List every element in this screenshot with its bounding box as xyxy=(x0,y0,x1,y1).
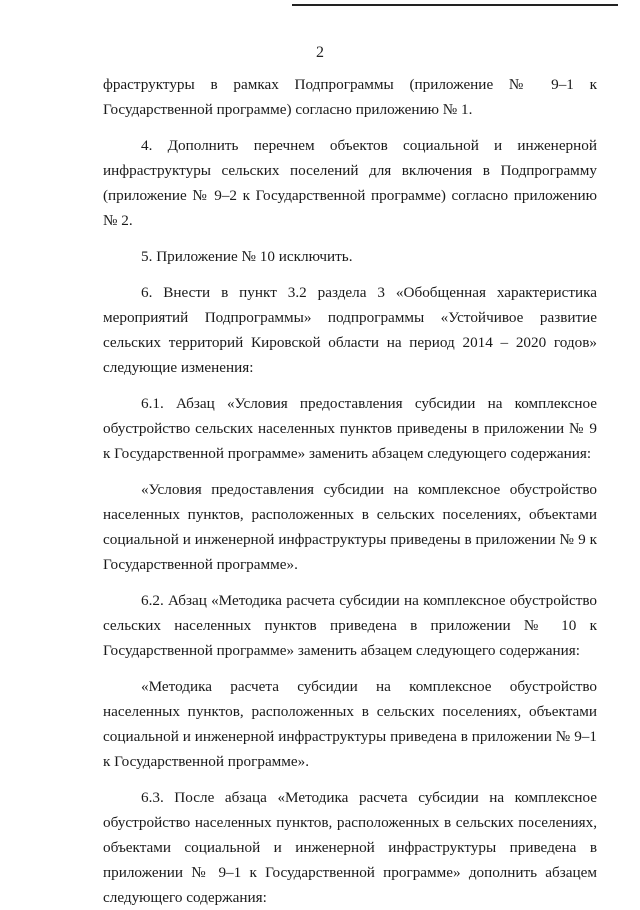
paragraph-item-5: 5. Приложение № 10 исключить. xyxy=(141,248,353,265)
paragraph-item-6: 6. Внести в пункт 3.2 раздела 3 «Обобщенная характеристика мероприятий Подпрограммы» подпрограммы «Устойчивое развитие сельских территорий Кировской области на период 2014 – 2020 годов» следующие изменения: xyxy=(103,284,597,376)
paragraph-item-6-2: 6.2. Абзац «Методика расчета субсидии на комплексное обустройство сельских населенных пунктов приведена в приложении № 10 к Государственной программе» заменить абзацем следующего содержания: xyxy=(103,592,597,659)
paragraph-item-6-3: 6.3. После абзаца «Методика расчета субсидии на комплексное обустройство населенных пунктов, расположенных в сельских поселениях, объектами социальной и инженерной инфраструктуры приведена в приложении № 9–1 к Государственной программе» дополнить абзацем следующего содержания: xyxy=(103,789,597,906)
scan-edge-line xyxy=(292,4,618,6)
document-body xyxy=(103,72,597,910)
paragraph-item-4: 4. Дополнить перечнем объектов социальной и инженерной инфраструктуры сельских поселений для включения в Подпрограмму (приложение № 9–2 к Государственной программе) согласно приложению № 2. xyxy=(103,137,597,229)
paragraph-item-6-1: 6.1. Абзац «Условия предоставления субсидии на комплексное обустройство сельских населенных пунктов приведены в приложении № 9 к Государственной программе» заменить абзацем следующего содержания: xyxy=(103,395,597,462)
paragraph-quote-6-1: «Условия предоставления субсидии на комплексное обустройство населенных пунктов, расположенных в сельских поселениях, объектами социальной и инженерной инфраструктуры приведены в приложении № 9 к Государственной программе». xyxy=(103,481,597,573)
page-number: 2 xyxy=(316,44,324,61)
paragraph-continuation: фраструктуры в рамках Подпрограммы (приложение № 9–1 к Государственной программе) согласно приложению № 1. xyxy=(103,76,597,118)
paragraph-quote-6-2: «Методика расчета субсидии на комплексное обустройство населенных пунктов, расположенных в сельских поселениях, объектами социальной и инженерной инфраструктуры приведена в приложении № 9–1 к Государственной программе». xyxy=(103,678,597,770)
